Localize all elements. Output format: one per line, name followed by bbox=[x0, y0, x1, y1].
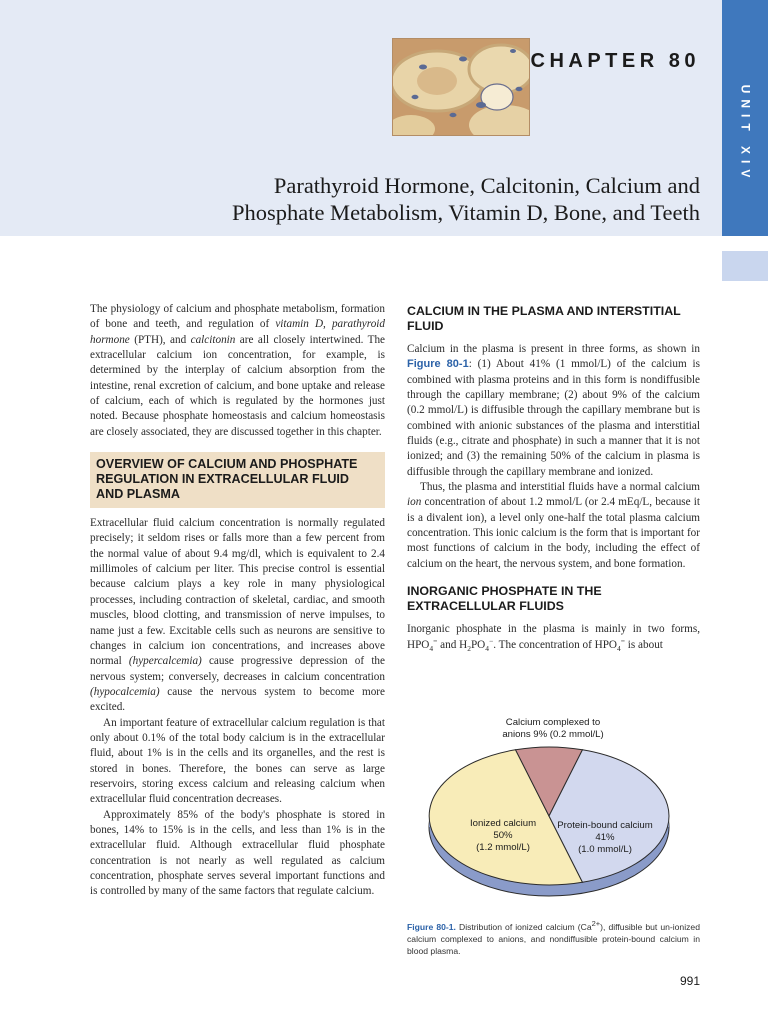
bone-micrograph-graphic bbox=[393, 39, 529, 135]
plasma-calcium-paragraph-2: Thus, the plasma and interstitial fluids have a normal calcium ion concentration of about 1.2 mmol/L (or 2.4 mEq/L, because it is a divalent ion), a level only one-half the total plasma calcium concentration. This ionic calcium is the form that is important for most functions of calcium in the body, including the effect of calcium on the heart, the nervous system, and bone formation. bbox=[407, 481, 700, 570]
chapter-title bbox=[180, 172, 700, 226]
unit-label: UNIT XIV bbox=[738, 84, 753, 184]
overview-paragraph-3: Approximately 85% of the body's phosphate is stored in bones, 14% to 15% is in the cells, and less than 1% is in the extracellular fluid. Although extracellular fluid phosphate concentration is not nearly as well regulated as calcium concentration, phosphate serves several important functions and is controlled by many of the same factors that regulate calcium. bbox=[90, 808, 385, 898]
intro-paragraph: The physiology of calcium and phosphate metabolism, formation of bone and teeth, and regulation of vitamin D, parathyroid hormone (PTH), and calcitonin are all closely intertwined. The extracellular calcium ion concentration, for example, is determined by the interplay of calcium absorption from the intestine, renal excretion of calcium, and bone uptake and release of calcium, each of which is regulated by the hormones just noted. Because phosphate homeostasis and calcium homeostasis are closely associated, they are discussed together in this chapter. bbox=[90, 303, 385, 438]
chapter-label: CHAPTER 80 bbox=[530, 50, 700, 72]
figure-80-1-link[interactable]: Figure 80-1 bbox=[407, 358, 469, 371]
right-column bbox=[407, 304, 700, 653]
unit-tab-marker bbox=[722, 251, 768, 281]
page-number: 991 bbox=[679, 974, 700, 988]
ionized-calcium-label: Ionized calcium 50% (1.2 mmol/L) bbox=[469, 818, 537, 853]
section-heading-overview: OVERVIEW OF CALCIUM AND PHOSPHATE REGULATION IN EXTRACELLULAR FLUID AND PLASMA bbox=[90, 452, 385, 508]
overview-paragraph-1: Extracellular fluid calcium concentration is normally regulated precisely; it seldom rises or falls more than a few percent from the normal value of about 9.4 mg/dl, which is equivalent to 2.4 millimoles of calcium per liter. This precise control is essential because calcium plays a key role in many physiological processes, including contraction of skeletal, cardiac, and smooth muscles, blood clotting, and transmission of nerve impulses, to name just a few. Excitable cells such as neurons are sensitive to changes in calcium ion concentrations, and increases above normal (hypercalcemia) cause progressive depression of the nervous system; conversely, decreases in calcium concentration (hypocalcemia) cause the nervous system to become more excited. bbox=[90, 517, 385, 714]
chapter-title-line1: Parathyroid Hormone, Calcitonin, Calcium and bbox=[273, 173, 700, 198]
calcium-distribution-pie-chart bbox=[418, 715, 680, 905]
section-heading-plasma-calcium: CALCIUM IN THE PLASMA AND INTERSTITIAL FLUID bbox=[407, 304, 681, 333]
figure-caption: Figure 80-1. Distribution of ionized calcium $(Ca^{2+})$, diffusible but un-ionized calcium complexed to anions, and nondiffusible protein-bound calcium in blood plasma. bbox=[407, 919, 700, 956]
complexed-calcium-label bbox=[478, 717, 628, 741]
chapter-title-line2: Phosphate Metabolism, Vitamin D, Bone, and Teeth bbox=[231, 200, 700, 225]
pie-chart-svg bbox=[418, 715, 680, 905]
phosphate-paragraph: Inorganic phosphate in the plasma is mainly in two forms, $HPO_4^=$ and $H_2PO_4^-$. The concentration of $HPO_4^=$ is about bbox=[407, 623, 700, 653]
bone-micrograph-image bbox=[392, 38, 530, 136]
complexed-label-line1: Calcium complexed to bbox=[505, 717, 601, 728]
plasma-calcium-paragraph-1: Calcium in the plasma is present in three forms, as shown in Figure 80-1: (1) About 41% (1 mmol/L) of the calcium is combined with plasma proteins and in this form is nondiffusible through the capillary membrane; (2) about 9% of the calcium (0.2 mmol/L) is diffusible through the capillary membrane but is combined with anionic substances of the plasma and interstitial fluids (e.g., citrate and phosphate) in such a manner that it is not ionized; and (3) the remaining 50% of the calcium in plasma is diffusible through the capillary membrane and ionized. bbox=[407, 343, 700, 478]
protein-bound-calcium-label: Protein-bound calcium 41% (1.0 mmol/L) bbox=[557, 820, 653, 855]
section-heading-inorganic-phosphate: INORGANIC PHOSPHATE IN THE EXTRACELLULAR FLUIDS bbox=[407, 584, 602, 614]
overview-paragraph-2: An important feature of extracellular calcium regulation is that only about 0.1% of the total body calcium is in the extracellular fluid, about 1% is in the cells and its organelles, and the rest is stored in bones. Therefore, the bones can serve as large reservoirs, storing excess calcium and releasing calcium when extracellular fluid concentration decreases. bbox=[90, 716, 385, 806]
complexed-label-line2: anions 9% (0.2 mmol/L) bbox=[502, 729, 604, 740]
left-column bbox=[90, 302, 385, 900]
